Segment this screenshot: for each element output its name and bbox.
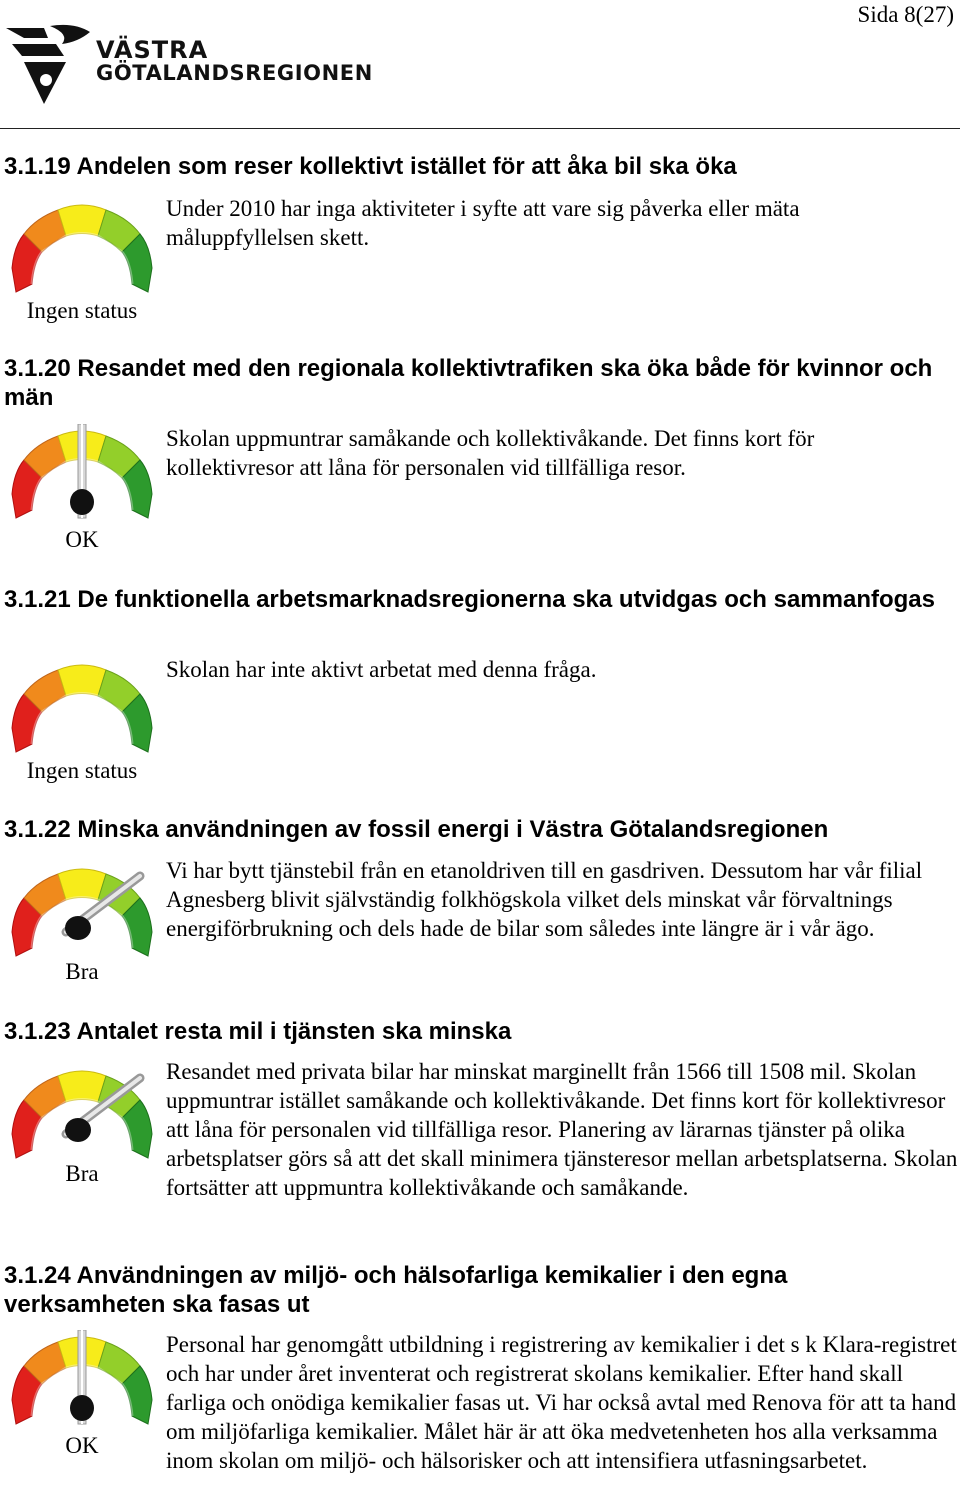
- status-gauge-bra-icon: [8, 1064, 156, 1164]
- vgr-logo: [4, 22, 404, 112]
- section-body: Resandet med privata bilar har minskat marginellt från 1566 till 1508 mil. Skolan uppmuntrar istället samåkande och kollektivåkande. Det finns kort för kollektivresor att låna för personalen vid tillfälliga resor. Planering av lärarnas tjänster på olika arbetsplatser görs så att det skall minimera tjänsteresor mellan arbetsplatserna. Skolan fortsätter att uppmuntra kollektivåkande och samåkande.: [166, 1059, 958, 1200]
- section-body: Under 2010 har inga aktiviteter i syfte att vare sig påverka eller mäta måluppfyllelsen skett.: [166, 196, 800, 250]
- status-label: Bra: [65, 959, 99, 984]
- status-gauge-ok-icon: [8, 424, 156, 524]
- status-label: Bra: [65, 1161, 99, 1186]
- section-heading: 3.1.24 Användningen av miljö- och hälsofarliga kemikalier i den egna verksamheten ska fasas ut: [4, 1262, 788, 1318]
- section-heading: 3.1.21 De funktionella arbetsmarknadsregionerna ska utvidgas och sammanfogas: [4, 586, 935, 613]
- section-body: Vi har bytt tjänstebil från en etanoldriven till en gasdriven. Dessutom har vår filial Agnesberg blivit självständig folkhögskola vilket dels minskat vår förvaltnings energiförbrukning och dels hade de bilar som således inte längre är i vår ägo.: [166, 858, 923, 941]
- section-heading: 3.1.19 Andelen som reser kollektivt istället för att åka bil ska öka: [4, 153, 737, 180]
- status-gauge-icon: [8, 198, 156, 298]
- section-heading: 3.1.23 Antalet resta mil i tjänsten ska minska: [4, 1018, 512, 1045]
- section-body: Personal har genomgått utbildning i registrering av kemikalier i det s k Klara-registret och har under året inventerat och registrerat skolans kemikalier. Efter hand skall farliga och onödiga kemikalier fasas ut. Vi har också avtal med Renova för att ta hand om miljöfarliga kemikalier. Målet här är att öka medvetenheten hos alla verksamma inom skolan om miljö- och hälsorisker och att intensifiera utfasningsarbetet.: [166, 1332, 957, 1473]
- section-body: Skolan har inte aktivt arbetat med denna fråga.: [166, 657, 597, 682]
- status-label: OK: [65, 527, 99, 552]
- status-gauge-ok-icon: [8, 1330, 156, 1430]
- status-gauge-bra-icon: [8, 862, 156, 962]
- section-body: Skolan uppmuntrar samåkande och kollektivåkande. Det finns kort för kollektivresor att låna för personalen vid tillfälliga resor.: [166, 426, 815, 480]
- page-number: Sida 8(27): [857, 2, 954, 27]
- status-gauge-icon: [8, 658, 156, 758]
- section-heading: 3.1.20 Resandet med den regionala kollektivtrafiken ska öka både för kvinnor och män: [4, 355, 933, 411]
- logo-line-gotalandsregionen: GÖTALANDSREGIONEN: [96, 61, 373, 85]
- header-divider: [0, 128, 960, 129]
- status-label: Ingen status: [26, 298, 138, 323]
- logo-line-vastra: VÄSTRA: [96, 36, 209, 64]
- section-heading: 3.1.22 Minska användningen av fossil energi i Västra Götalandsregionen: [4, 816, 829, 843]
- status-label: Ingen status: [26, 758, 138, 783]
- status-label: OK: [65, 1433, 99, 1458]
- vgr-emblem-icon: [4, 22, 96, 108]
